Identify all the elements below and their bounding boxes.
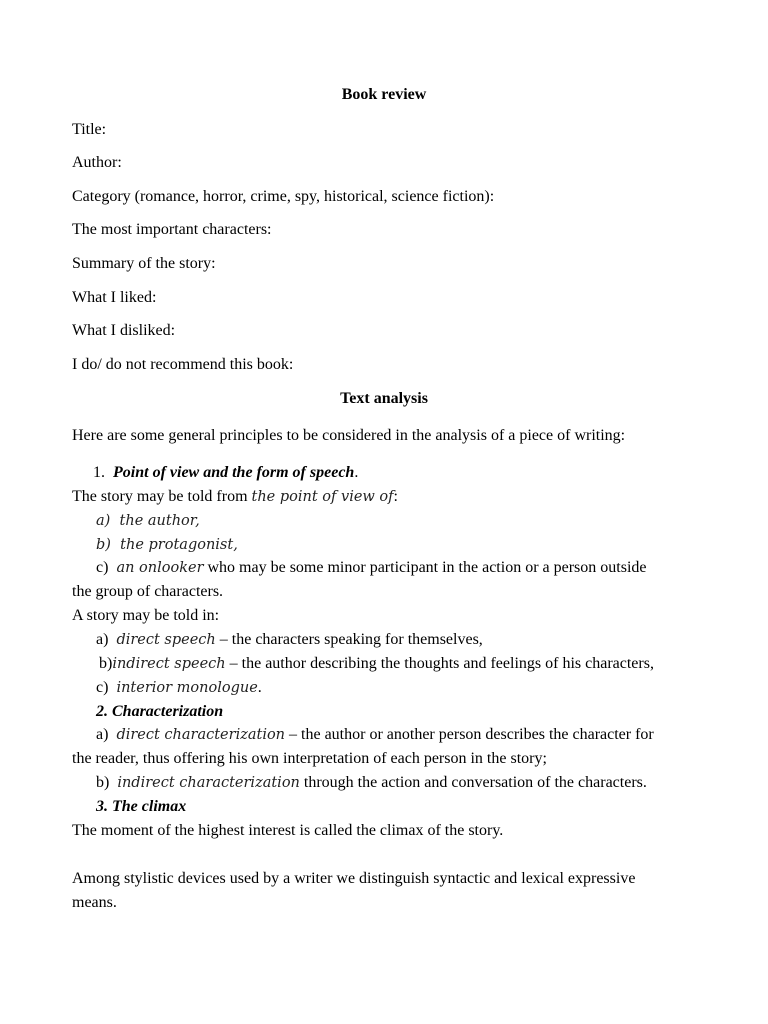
pov-lead-line [72,487,398,507]
speech-item-a-marker: a) [96,631,109,648]
text-analysis-heading: Text analysis [340,390,428,407]
pov-item-a-text: the author, [119,513,200,529]
section-3-title: 3. The climax [96,798,187,815]
pov-item-c-text: who may be some minor participant in the action or a person outside [203,559,647,576]
char-item-b-marker: b) [96,774,110,791]
speech-lead-line: A story may be told in: [72,607,220,624]
section-1-number: 1. [93,464,105,481]
char-item-b-term: indirect characterization [117,775,300,791]
closing-line-1: Among stylistic devices used by a writer we distinguish syntactic and lexical expressive [72,870,636,887]
pov-item-c-continuation: the group of characters. [72,583,224,600]
field-characters: The most important characters: [72,221,272,238]
pov-item-c-marker: c) [96,559,109,576]
pov-item-b-marker: b) [96,537,111,553]
intro-paragraph: Here are some general principles to be considered in the analysis of a piece of writing: [72,427,626,444]
char-item-a [96,725,654,745]
pov-term: the point of view of [251,489,394,505]
field-disliked: What I disliked: [72,322,176,339]
field-summary: Summary of the story: [72,255,216,272]
speech-item-b-marker: b) [99,655,113,672]
section-1-period: . [354,464,359,481]
climax-paragraph: The moment of the highest interest is called the climax of the story. [72,822,504,839]
field-category: Category (romance, horror, crime, spy, historical, science fiction): [72,188,495,205]
pov-item-c [96,558,647,578]
field-liked: What I liked: [72,289,157,306]
char-item-a-continuation: the reader, thus offering his own interpretation of each person in the story; [72,750,547,767]
pov-colon: : [393,488,398,505]
speech-item-c-term: interior monologue [116,680,258,696]
char-item-b [96,773,647,793]
char-item-a-marker: a) [96,726,109,743]
book-review-heading: Book review [341,86,427,103]
speech-item-c-marker: c) [96,679,109,696]
pov-item-a-marker: a) [96,513,111,529]
section-1-heading: Point of view and the form of speech [113,464,355,481]
section-2-title: 2. Characterization [96,703,224,720]
speech-item-c [96,678,262,698]
pov-lead-text: The story may be told from [72,488,252,505]
char-item-a-term: direct characterization [116,727,286,743]
pov-item-b-text: the protagonist, [120,537,238,553]
speech-item-c-text: . [257,679,262,696]
pov-item-c-term: an onlooker [116,560,204,576]
speech-item-a-text: – the characters speaking for themselves, [215,631,483,648]
field-author: Author: [72,154,122,171]
closing-line-2: means. [72,894,117,911]
speech-item-b [99,654,654,674]
field-recommend: I do/ do not recommend this book: [72,356,294,373]
speech-item-b-term: indirect speech [112,656,226,672]
pov-item-b [96,535,238,555]
speech-item-a [96,630,483,650]
pov-item-a [96,511,200,531]
speech-item-a-term: direct speech [116,632,216,648]
char-item-b-text: through the action and conversation of the characters. [299,774,647,791]
speech-item-b-text: – the author describing the thoughts and feelings of his characters, [225,655,654,672]
char-item-a-text: – the author or another person describes the character for [285,726,654,743]
field-title: Title: [72,121,107,138]
section-1-title [93,463,358,483]
